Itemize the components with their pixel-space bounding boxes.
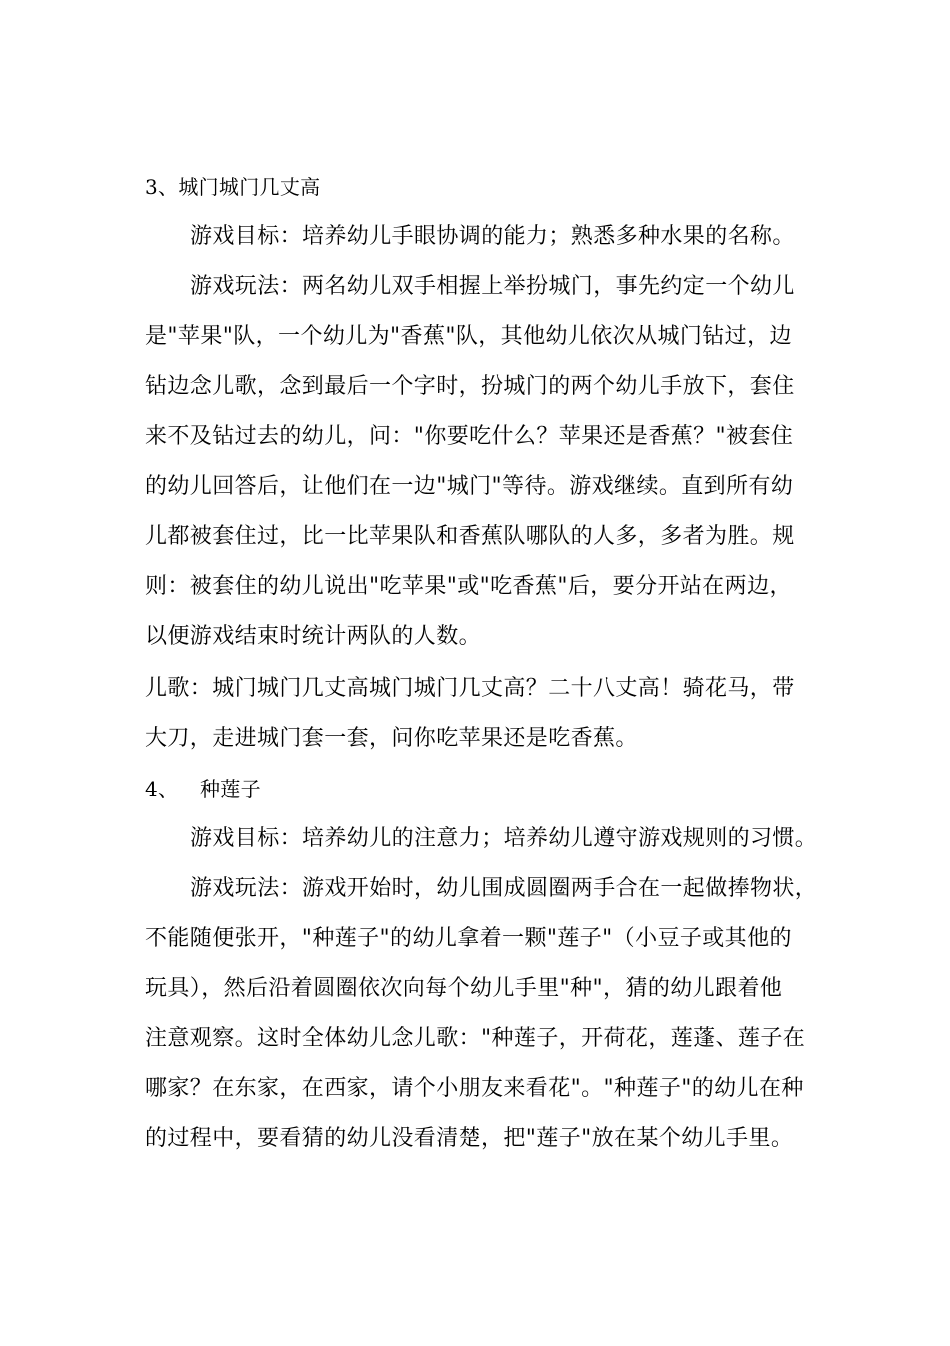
section-4-play-line: 注意观察。这时全体幼儿念儿歌："种莲子，开荷花，莲蓬、莲子在 (145, 1026, 806, 1051)
section-3-play-line: 则：被套住的幼儿说出"吃苹果"或"吃香蕉"后，要分开站在两边， (145, 574, 792, 599)
section-4-play-line: 不能随便张开，"种莲子"的幼儿拿着一颗"莲子"（小豆子或其他的 (145, 926, 792, 951)
section-3-play-line: 钻边念儿歌，念到最后一个字时，扮城门的两个幼儿手放下，套住 (145, 374, 795, 399)
section-3-rhyme-line: 儿歌：城门城门几丈高城门城门几丈高？二十八丈高！骑花马，带 (145, 676, 795, 701)
section-4-play-line: 玩具），然后沿着圆圈依次向每个幼儿手里"种"，猜的幼儿跟着他 (145, 976, 783, 1001)
section-3-play-line: 以便游戏结束时统计两队的人数。 (145, 624, 482, 649)
section-3-play-line: 来不及钻过去的幼儿，问："你要吃什么？苹果还是香蕉？"被套住 (145, 424, 794, 449)
section-4-play-line: 的过程中，要看猜的幼儿没看清楚，把"莲子"放在某个幼儿手里。 (145, 1126, 794, 1151)
section-4-play-line: 游戏玩法：游戏开始时，幼儿围成圆圈两手合在一起做捧物状， (190, 876, 818, 901)
section-3-heading: 3、城门城门几丈高 (145, 175, 321, 199)
section-4-heading-number: 4、 (145, 777, 179, 801)
section-4-heading-title: 种莲子 (200, 777, 261, 801)
section-3-rhyme-line: 大刀，走进城门套一套，问你吃苹果还是吃香蕉。 (145, 726, 638, 751)
section-3-play-line: 是"苹果"队，一个幼儿为"香蕉"队，其他幼儿依次从城门钻过，边 (145, 324, 792, 349)
section-3-play-line: 儿都被套住过，比一比苹果队和香蕉队哪队的人多，多者为胜。规 (145, 524, 795, 549)
section-4-play-line: 哪家？在东家，在西家，请个小朋友来看花"。"种莲子"的幼儿在种 (145, 1076, 804, 1101)
section-3-goal: 游戏目标：培养幼儿手眼协调的能力；熟悉多种水果的名称。 (190, 224, 795, 249)
section-3-play-line: 游戏玩法：两名幼儿双手相握上举扮城门，事先约定一个幼儿 (190, 274, 795, 299)
section-4-goal: 游戏目标：培养幼儿的注意力；培养幼儿遵守游戏规则的习惯。 (190, 826, 818, 851)
section-3-play-line: 的幼儿回答后，让他们在一边"城门"等待。游戏继续。直到所有幼 (145, 474, 794, 499)
